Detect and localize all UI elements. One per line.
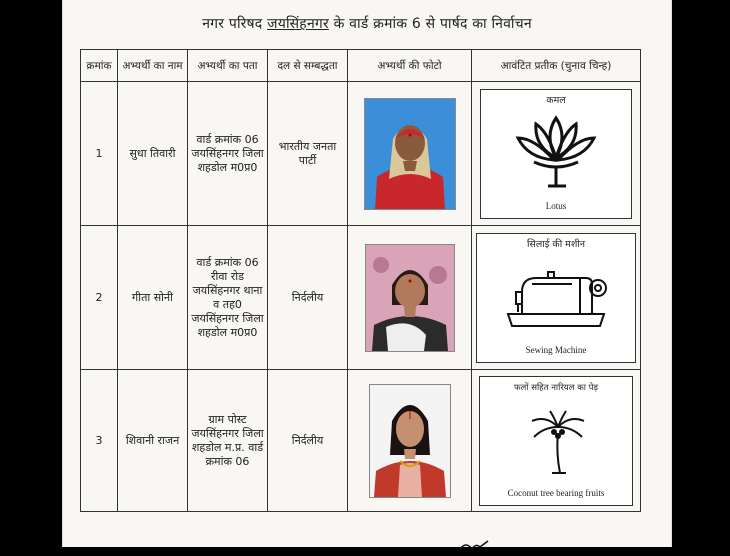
name-cell: गीता सोनी [118, 226, 188, 370]
header-symbol: आवंटित प्रतीक (चुनाव चिन्ह) [472, 50, 641, 82]
party-cell: भारतीय जनता पार्टी [268, 82, 348, 226]
symbol-english: Lotus [545, 200, 567, 211]
lotus-icon [514, 110, 598, 192]
signature-icon [458, 539, 498, 551]
symbol-hindi: कमल [546, 94, 566, 106]
address-cell: वार्ड क्रमांक 06 रीवा रोड जयसिंहनगर थाना व तह0 जयसिंहनगर जिला शहडोल म0प्र0 [188, 226, 268, 370]
candidate-photo [365, 244, 455, 352]
coconut-tree-icon [530, 409, 586, 475]
table-row [81, 226, 641, 370]
candidates-table [80, 49, 641, 512]
header-row [81, 50, 641, 82]
symbol-english: Sewing Machine [525, 344, 587, 355]
header-address: अभ्यर्थी का पता [188, 50, 268, 82]
symbol-cell [472, 82, 641, 226]
title-place: जयसिंहनगर [267, 16, 329, 32]
party-cell: निर्दलीय [268, 226, 348, 370]
sewing-machine-icon [502, 264, 610, 332]
header-photo: अभ्यर्थी की फोटो [348, 50, 472, 82]
serial-cell: 1 [81, 82, 118, 226]
address-cell: वार्ड क्रमांक 06 जयसिंहनगर जिला शहडोल म0प्र0 [188, 82, 268, 226]
portrait-woman-icon [365, 99, 455, 209]
photo-cell [348, 370, 472, 512]
name-cell: सुधा तिवारी [118, 82, 188, 226]
table-row [81, 82, 641, 226]
page-title [63, 14, 671, 33]
symbol-box [479, 376, 633, 506]
address-cell: ग्राम पोस्ट जयसिंहनगर जिला शहडोल म.प्र. वार्ड क्रमांक 06 [188, 370, 268, 512]
party-cell: निर्दलीय [268, 370, 348, 512]
photo-cell [348, 226, 472, 370]
header-serial: क्रमांक [81, 50, 118, 82]
serial-cell: 2 [81, 226, 118, 370]
name-cell: शिवानी राजन [118, 370, 188, 512]
candidate-photo [369, 384, 451, 498]
symbol-cell [472, 370, 641, 512]
table-row [81, 370, 641, 512]
header-name: अभ्यर्थी का नाम [118, 50, 188, 82]
symbol-hindi: सिलाई की मशीन [526, 238, 586, 250]
title-prefix: नगर परिषद [202, 16, 263, 32]
symbol-box [476, 233, 636, 363]
portrait-woman-icon [370, 385, 450, 497]
header-party: दल से सम्बद्धता [268, 50, 348, 82]
symbol-hindi: फलों सहित नारियल का पेड़ [513, 382, 599, 393]
symbol-english: Coconut tree bearing fruits [507, 487, 605, 498]
portrait-woman-icon [366, 245, 454, 351]
title-suffix: के वार्ड क्रमांक 6 से पार्षद का निर्वाचन [333, 16, 532, 32]
document-page [62, 0, 672, 547]
candidate-photo [364, 98, 456, 210]
signature-mark [458, 535, 498, 556]
serial-cell: 3 [81, 370, 118, 512]
photo-cell [348, 82, 472, 226]
symbol-cell [472, 226, 641, 370]
symbol-box [480, 89, 632, 219]
